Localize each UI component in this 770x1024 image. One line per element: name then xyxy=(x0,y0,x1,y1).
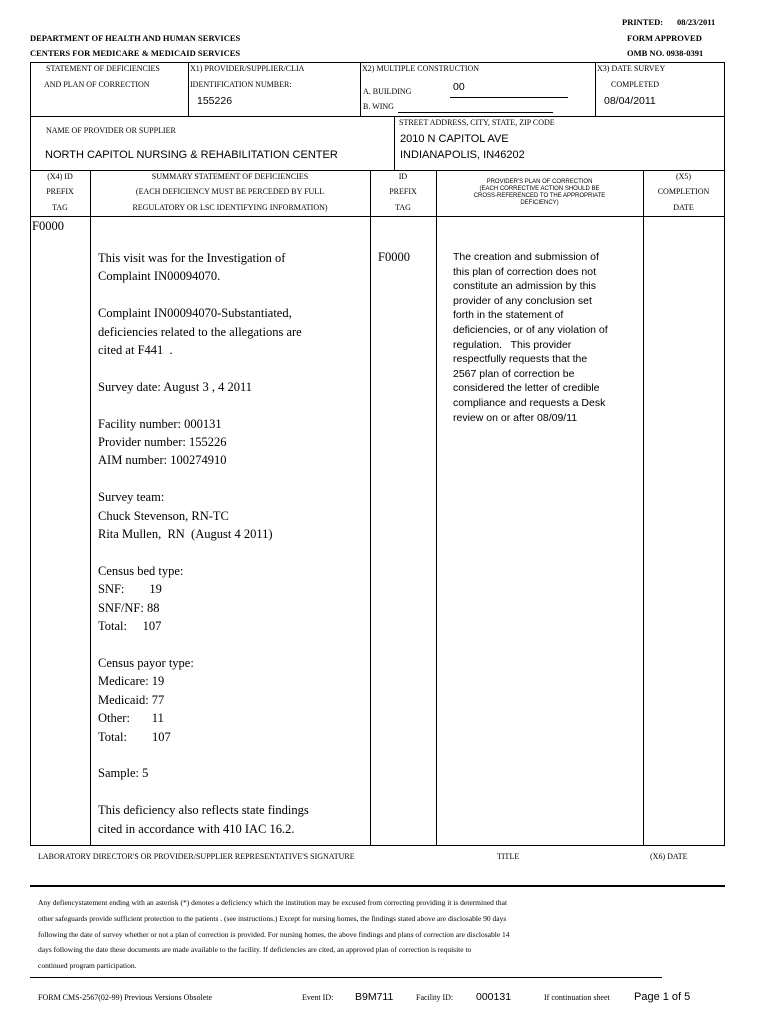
plan-line: regulation. This provider xyxy=(453,338,572,351)
address-line2: INDIANAPOLIS, IN46202 xyxy=(400,149,525,161)
x1-label: X1) PROVIDER/SUPPLIER/CLIA xyxy=(190,64,305,73)
x4-prefix-header: PREFIX xyxy=(46,187,74,196)
signature-divider xyxy=(30,885,725,887)
plan-header-line4: DEFICIENCY) xyxy=(520,200,559,206)
summary-line: Complaint IN00094070-Substantiated, xyxy=(98,306,292,321)
summary-line: cited at F441 . xyxy=(98,343,173,358)
summary-header-line2: (EACH DEFICIENCY MUST BE PERCEDED BY FULL xyxy=(135,187,325,196)
survey-completed-date: 08/04/2011 xyxy=(604,95,656,107)
facility-id-value: 000131 xyxy=(476,991,512,1003)
disclaimer-divider xyxy=(30,977,662,978)
x2-label: X2) MULTIPLE CONSTRUCTION xyxy=(362,64,480,73)
centers-heading: CENTERS FOR MEDICARE & MEDICAID SERVICES xyxy=(30,48,241,58)
disclaimer-line: Any defiencystatement ending with an asterisk (*) denotes a deficiency which the institution may be excused from correcting providing it is determined that xyxy=(38,898,508,907)
summary-header-line3: REGULATORY OR LSC IDENTIFYING INFORMATION) xyxy=(132,203,328,212)
summary-line xyxy=(98,636,309,654)
facility-id-label: Facility ID: xyxy=(416,993,454,1002)
summary-line: Survey team: xyxy=(98,490,165,505)
building-label: A. BUILDING xyxy=(363,87,412,96)
continuation-label: If continuation sheet xyxy=(544,993,610,1002)
summary-line xyxy=(98,396,309,414)
event-id-label: Event ID: xyxy=(302,993,334,1002)
x5-header: (X5) xyxy=(675,172,692,181)
summary-line: Census payor type: xyxy=(98,655,194,670)
plan-line: forth in the statement of xyxy=(453,309,564,322)
summary-line: Sample: 5 xyxy=(98,766,149,781)
summary-header-line1: SUMMARY STATEMENT OF DEFICIENCIES xyxy=(151,172,309,181)
id-tag-header: TAG xyxy=(395,203,411,212)
summary-line: deficiencies related to the allegations are xyxy=(98,324,302,339)
summary-line: SNF/NF: 88 xyxy=(98,600,160,615)
summary-line xyxy=(98,359,309,377)
summary-line xyxy=(98,470,309,488)
x4-id-header: (X4) ID xyxy=(47,172,73,181)
signature-label: LABORATORY DIRECTOR'S OR PROVIDER/SUPPLIER REPRESENTATIVE'S SIGNATURE xyxy=(38,852,355,861)
disclaimer-line: other safeguards provide sufficient protection to the patients . (see instructions.) Except for nursing homes, the findings stated above are disclosable 90 days xyxy=(38,913,507,923)
right-prefix-tag: F0000 xyxy=(378,250,410,264)
summary-line: Medicare: 19 xyxy=(98,674,165,689)
id-header: ID xyxy=(398,172,408,181)
plan-header-line3: CROSS-REFERENCED TO THE APPROPRIATE xyxy=(473,193,606,199)
x4-tag-header: TAG xyxy=(52,203,68,212)
plan-line: considered the letter of credible xyxy=(453,382,600,395)
form-approved-label: FORM APPROVED xyxy=(627,33,702,43)
printed-date: 08/23/2011 xyxy=(677,17,716,27)
event-id-value: B9M711 xyxy=(355,991,394,1003)
disclaimer xyxy=(38,895,510,974)
disclaimer-line: days following the date these documents are made available to the facility. If deficiencies are cited, an approved plan of correction is requisite to xyxy=(38,945,472,955)
plan-line: this plan of correction does not xyxy=(453,265,597,278)
provider-id-value: 155226 xyxy=(197,95,233,107)
address-line1: 2010 N CAPITOL AVE xyxy=(400,133,509,145)
left-prefix-tag: F0000 xyxy=(32,219,64,233)
disclaimer-line: continued program participation. xyxy=(38,961,137,971)
summary-line: Medicaid: 77 xyxy=(98,692,165,707)
summary-line: Complaint IN00094070. xyxy=(98,269,221,284)
omb-number: OMB NO. 0938-0391 xyxy=(627,48,704,58)
summary-line: Rita Mullen, RN (August 4 2011) xyxy=(98,527,273,542)
plan-line: 2567 plan of correction be xyxy=(453,367,575,380)
statement-label-line2: AND PLAN OF CORRECTION xyxy=(44,80,150,89)
summary-line xyxy=(98,746,309,764)
plan-line: review on or after 08/09/11 xyxy=(453,411,578,424)
id-prefix-header: PREFIX xyxy=(389,187,417,196)
printed-label: PRINTED: xyxy=(622,17,664,27)
plan-line: deficiencies, or of any violation of xyxy=(453,323,608,336)
title-label: TITLE xyxy=(497,852,520,861)
x6-date-label: (X6) DATE xyxy=(650,852,688,861)
building-value: 00 xyxy=(453,81,465,93)
summary-line: Facility number: 000131 xyxy=(98,416,222,431)
form-number: FORM CMS-2567(02-99) Previous Versions Obsolete xyxy=(38,993,213,1002)
summary-statement xyxy=(98,249,309,838)
summary-line: cited in accordance with 410 IAC 16.2. xyxy=(98,821,295,836)
plan-line: provider of any conclusion set xyxy=(453,294,592,307)
summary-line: AIM number: 100274910 xyxy=(98,453,227,468)
summary-line: SNF: 19 xyxy=(98,582,162,597)
x3-label-line2: COMPLETED xyxy=(611,80,659,89)
plan-of-correction xyxy=(453,250,608,425)
date-header: DATE xyxy=(673,203,694,212)
summary-line: Total: 107 xyxy=(98,619,162,634)
plan-line: constitute an admission by this xyxy=(453,280,596,293)
summary-line: This deficiency also reflects state findings xyxy=(98,803,309,818)
summary-line: Census bed type: xyxy=(98,563,184,578)
department-heading: DEPARTMENT OF HEALTH AND HUMAN SERVICES xyxy=(30,33,241,43)
provider-name-label: NAME OF PROVIDER OR SUPPLIER xyxy=(46,126,176,135)
disclaimer-line: following the date of survey whether or not a plan of correction is provided. For nursing homes, the above findings and plans of correction are disclosable 14 xyxy=(38,929,510,939)
plan-line: compliance and requests a Desk xyxy=(453,396,606,409)
summary-line: Chuck Stevenson, RN-TC xyxy=(98,508,229,523)
page-number: Page 1 of 5 xyxy=(634,991,691,1003)
summary-line: Survey date: August 3 , 4 2011 xyxy=(98,379,253,394)
provider-name-value: NORTH CAPITOL NURSING & REHABILITATION CENTER xyxy=(45,149,338,161)
wing-label: B. WING xyxy=(363,102,394,111)
plan-header-line2: (EACH CORRECTIVE ACTION SHOULD BE xyxy=(479,186,600,192)
address-label: STREET ADDRESS, CITY, STATE, ZIP CODE xyxy=(399,118,555,127)
summary-line: Total: 107 xyxy=(98,729,171,744)
x1-label-line2: IDENTIFICATION NUMBER: xyxy=(190,80,292,89)
x3-label: X3) DATE SURVEY xyxy=(597,64,666,73)
statement-label-line1: STATEMENT OF DEFICIENCIES xyxy=(46,64,160,73)
summary-line xyxy=(98,544,309,562)
plan-header-line1: PROVIDER'S PLAN OF CORRECTION xyxy=(486,179,593,185)
plan-line: respectfully requests that the xyxy=(453,353,588,366)
completion-header: COMPLETION xyxy=(657,187,710,196)
summary-line xyxy=(98,783,309,801)
plan-line: The creation and submission of xyxy=(453,251,599,263)
summary-line: Provider number: 155226 xyxy=(98,435,227,450)
summary-line: Other: 11 xyxy=(98,711,164,726)
summary-line xyxy=(98,286,309,304)
summary-line: This visit was for the Investigation of xyxy=(98,251,286,265)
